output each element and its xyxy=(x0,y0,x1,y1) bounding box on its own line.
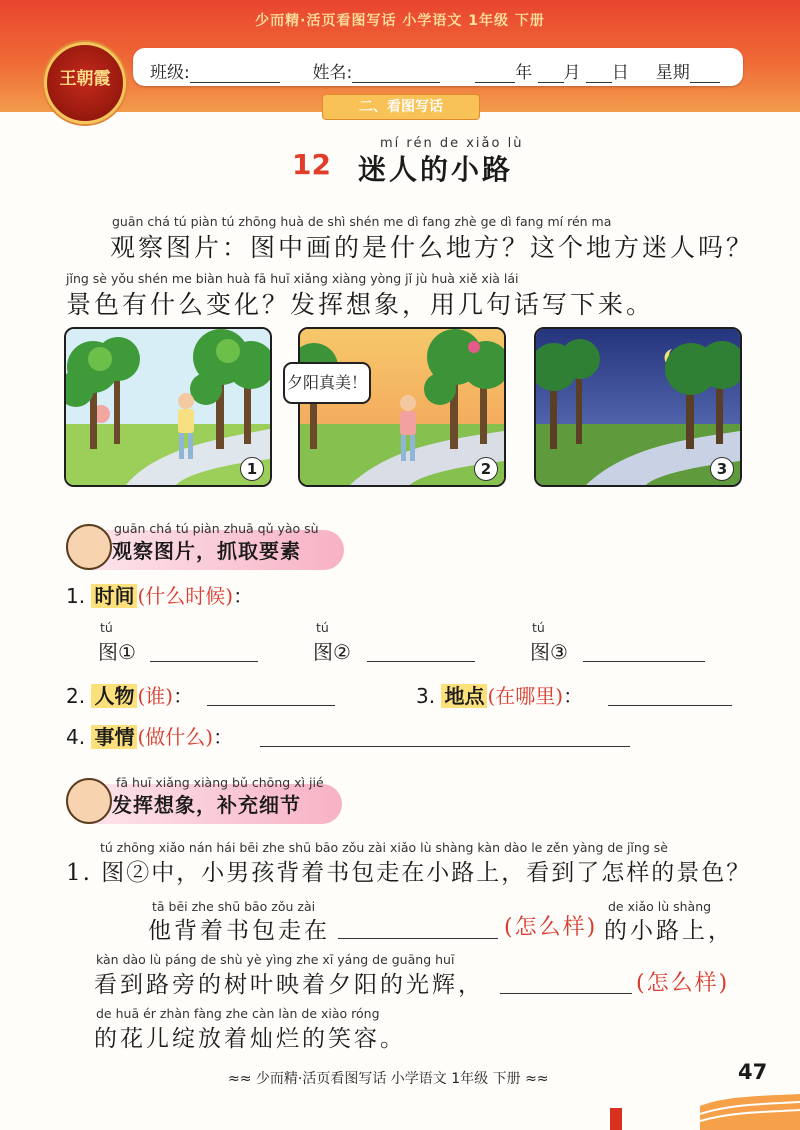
bookmark-tab xyxy=(610,1108,622,1130)
q2-number: 2. xyxy=(66,684,86,708)
instruction-1: 观察图片：图中画的是什么地方？这个地方迷人吗？ xyxy=(110,233,755,262)
series-title: 少而精·活页看图写话 小学语文 1年级 下册 xyxy=(255,13,545,29)
logo-text: 王朝霞 xyxy=(59,69,111,89)
section1-pinyin: guān chá tú piàn zhuā qǔ yào sù xyxy=(114,521,319,536)
s2-line3-pinyin: de huā ér zhàn fàng zhe càn làn de xiào róng xyxy=(96,1006,380,1021)
q1-hint: (什么时候) xyxy=(137,584,234,608)
lesson-title: 迷人的小路 xyxy=(358,153,514,186)
figure-3-answer-line[interactable] xyxy=(583,661,705,662)
lesson-number: 12 xyxy=(292,148,331,181)
name-field[interactable] xyxy=(352,66,440,83)
q4-colon: ： xyxy=(213,725,234,749)
s2-line1-prefix: 他背着书包走在 xyxy=(148,918,330,944)
picture-1-number: 1 xyxy=(240,457,264,481)
day-label: 日 xyxy=(611,63,629,83)
instruction-1-pinyin: guān chá tú piàn tú zhōng huà de shì shén me dì fang zhè ge dì fang mí rén ma xyxy=(112,214,612,229)
s2-line2-text: 看到路旁的树叶映着夕阳的光辉， xyxy=(94,972,484,998)
name-label: 姓名: xyxy=(312,63,353,83)
year-label: 年 xyxy=(515,63,533,83)
s2-line3-text: 的花儿绽放着灿烂的笑容。 xyxy=(94,1026,406,1052)
q2-person xyxy=(66,680,193,709)
s2-q1-pinyin: tú zhōng xiǎo nán hái bēi zhe shū bāo zǒu zài xiǎo lù shàng kàn dào le zěn yàng de jǐng sè xyxy=(100,840,668,855)
day-field[interactable] xyxy=(586,66,612,83)
q3-tag: 地点 xyxy=(441,684,487,708)
s2-line2-pinyin: kàn dào lù páng de shù yè yìng zhe xī yáng de guāng huī xyxy=(96,952,455,967)
month-label: 月 xyxy=(563,63,581,83)
section1-heading: 观察图片，抓取要素 xyxy=(112,539,301,563)
q2-answer-line[interactable] xyxy=(207,705,335,706)
section2-heading: 发挥想象，补充细节 xyxy=(112,793,301,817)
thinking-girl-icon xyxy=(66,524,112,570)
q4-hint: (做什么) xyxy=(137,725,214,749)
picture-3 xyxy=(534,327,742,487)
figure-3-label: 图③ xyxy=(530,640,568,664)
s2-line1-hint: (怎么样) xyxy=(504,915,598,940)
s2-line2-hint: (怎么样) xyxy=(636,971,730,996)
q3-number: 3. xyxy=(416,684,436,708)
q2-hint: (谁) xyxy=(137,684,174,708)
q4-tag: 事情 xyxy=(91,725,137,749)
q1-colon: ： xyxy=(233,584,254,608)
weekday-label: 星期 xyxy=(655,63,690,83)
q4-number: 4. xyxy=(66,725,86,749)
month-field[interactable] xyxy=(538,66,564,83)
picture-2-number: 2 xyxy=(474,457,498,481)
figure-1-label: 图① xyxy=(98,640,136,664)
s2-line1-pinyin: tā bēi zhe shū bāo zǒu zài xyxy=(152,899,316,914)
q2-colon: ： xyxy=(173,684,194,708)
q3-place xyxy=(416,680,583,709)
page-number: 47 xyxy=(738,1060,768,1084)
q4-event xyxy=(66,721,233,750)
section-tab: 二、看图写话 xyxy=(322,94,480,120)
s2-line1-blank[interactable] xyxy=(338,938,498,939)
q2-tag: 人物 xyxy=(91,684,137,708)
q1-tag: 时间 xyxy=(91,584,137,608)
reading-girl-icon xyxy=(66,778,112,824)
s2-line1-suffix-pinyin: de xiǎo lù shàng xyxy=(608,899,712,914)
q4-answer-line[interactable] xyxy=(260,746,630,747)
q3-colon: ： xyxy=(563,684,584,708)
class-label: 班级: xyxy=(150,63,190,83)
picture-2 xyxy=(298,327,506,487)
figure-2-label: 图② xyxy=(313,640,351,664)
picture-1 xyxy=(64,327,272,487)
s2-q1-text: 1. 图②中，小男孩背着书包走在小路上，看到了怎样的景色？ xyxy=(66,860,752,886)
footer-wave-decoration xyxy=(700,1076,800,1130)
instruction-2-pinyin: jǐng sè yǒu shén me biàn huà fā huī xiǎng xiàng yòng jǐ jù huà xiě xià lái xyxy=(66,271,519,286)
instruction-2: 景色有什么变化？发挥想象，用几句话写下来。 xyxy=(66,290,655,319)
section2-pinyin: fā huī xiǎng xiàng bǔ chōng xì jié xyxy=(116,775,324,790)
title-pinyin: mí rén de xiǎo lù xyxy=(380,136,524,151)
footer-text: ≈≈ 少而精·活页看图写话 小学语文 1年级 下册 ≈≈ xyxy=(228,1071,549,1087)
weekday-field[interactable] xyxy=(690,66,720,83)
figure-1-answer-line[interactable] xyxy=(150,661,258,662)
s2-line2-blank[interactable] xyxy=(500,993,632,994)
q3-hint: (在哪里) xyxy=(487,684,564,708)
speech-bubble: 夕阳真美！ xyxy=(283,362,371,404)
q1-time xyxy=(66,580,253,609)
figure-2-pinyin: tú xyxy=(316,620,329,635)
q3-answer-line[interactable] xyxy=(608,705,732,706)
figure-2-answer-line[interactable] xyxy=(367,661,475,662)
q1-number: 1. xyxy=(66,584,86,608)
s2-line1-suffix: 的小路上， xyxy=(604,918,734,944)
class-field[interactable] xyxy=(190,66,280,83)
figure-3-pinyin: tú xyxy=(532,620,545,635)
year-field[interactable] xyxy=(475,66,515,83)
student-info-fields xyxy=(150,58,720,83)
picture-3-number: 3 xyxy=(710,457,734,481)
figure-1-pinyin: tú xyxy=(100,620,113,635)
